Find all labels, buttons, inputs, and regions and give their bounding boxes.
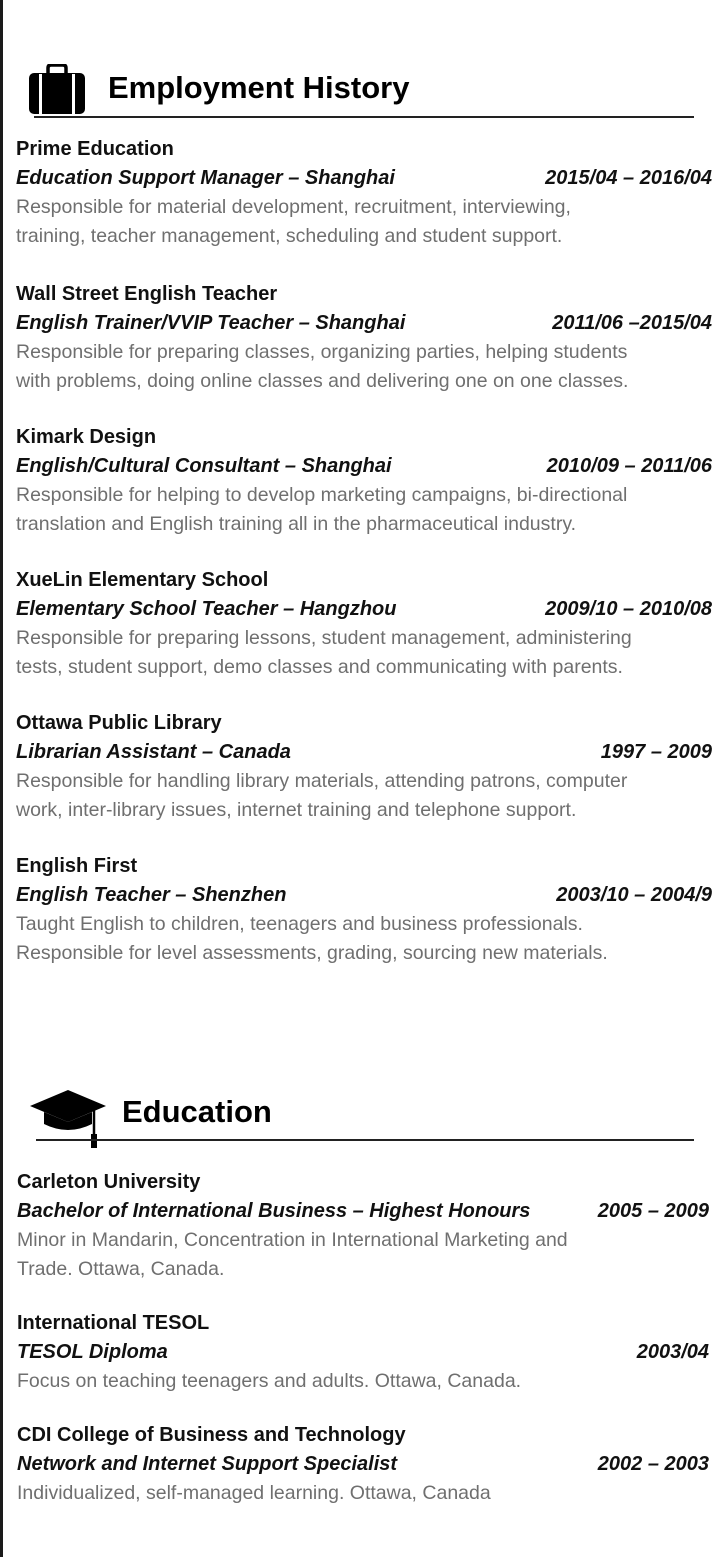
entry-description (17, 1226, 709, 1284)
description-line: Responsible for level assessments, grading, sourcing new materials. (16, 942, 608, 964)
entry-role-row (16, 738, 712, 767)
description-line: work, inter-library issues, internet training and telephone support. (16, 799, 577, 821)
description-line: Responsible for preparing lessons, student management, administering (16, 627, 632, 649)
briefcase-icon (28, 64, 86, 114)
employment-entry (16, 852, 712, 968)
description-line: Minor in Mandarin, Concentration in International Marketing and (17, 1229, 568, 1251)
entry-organization: English First (16, 855, 138, 877)
entry-role: TESOL Diploma (17, 1341, 168, 1363)
description-line: Individualized, self-managed learning. Ottawa, Canada (17, 1482, 491, 1504)
entry-role: English Trainer/VVIP Teacher – Shanghai (16, 312, 406, 334)
description-line: Responsible for handling library materials, attending patrons, computer (16, 770, 628, 792)
left-border (0, 0, 3, 1557)
description-line: Taught English to children, teenagers and business professionals. (16, 913, 583, 935)
entry-role-row (17, 1197, 709, 1226)
entry-role: English Teacher – Shenzhen (16, 884, 287, 906)
entry-description (17, 1367, 709, 1396)
description-line: Trade. Ottawa, Canada. (17, 1258, 225, 1280)
entry-dates: 2011/06 –2015/04 (552, 312, 712, 334)
description-line: Responsible for helping to develop marketing campaigns, bi-directional (16, 484, 628, 506)
description-line: training, teacher management, scheduling and student support. (16, 225, 563, 247)
entry-dates: 2003/10 – 2004/9 (556, 884, 712, 906)
employment-entry (16, 135, 712, 251)
employment-entry (16, 709, 712, 825)
entry-description (16, 767, 712, 825)
description-line: tests, student support, demo classes and communicating with parents. (16, 656, 623, 678)
entry-organization: Carleton University (17, 1171, 201, 1193)
entry-organization: Ottawa Public Library (16, 712, 222, 734)
description-line: with problems, doing online classes and delivering one on one classes. (16, 370, 629, 392)
entry-organization: CDI College of Business and Technology (17, 1424, 406, 1446)
description-line: translation and English training all in the pharmaceutical industry. (16, 513, 577, 535)
entry-dates: 2002 – 2003 (597, 1453, 709, 1475)
description-line: Responsible for preparing classes, organizing parties, helping students (16, 341, 628, 363)
entry-dates: 2009/10 – 2010/08 (545, 598, 712, 620)
entry-role-row (17, 1338, 709, 1367)
entry-dates: 2005 – 2009 (597, 1200, 709, 1222)
entry-role-row (16, 164, 712, 193)
entry-role: Bachelor of International Business – Highest Honours (17, 1200, 531, 1222)
entry-role: Network and Internet Support Specialist (17, 1453, 398, 1475)
description-line: Responsible for material development, recruitment, interviewing, (16, 196, 571, 218)
entry-organization: Wall Street English Teacher (16, 283, 278, 305)
employment-divider (34, 116, 694, 118)
entry-role: Education Support Manager – Shanghai (16, 167, 395, 189)
entry-role: Elementary School Teacher – Hangzhou (16, 598, 397, 620)
employment-entry (16, 423, 712, 539)
entry-role: Librarian Assistant – Canada (16, 741, 291, 763)
entry-role-row (16, 881, 712, 910)
education-entry (17, 1168, 709, 1284)
entry-role-row (16, 595, 712, 624)
employment-entry (16, 566, 712, 682)
entry-dates: 2015/04 – 2016/04 (545, 167, 712, 189)
education-entry (17, 1309, 709, 1396)
entry-dates: 2010/09 – 2011/06 (546, 455, 712, 477)
entry-description (16, 910, 712, 968)
education-divider (36, 1139, 694, 1141)
education-entry (17, 1421, 709, 1508)
entry-organization: Kimark Design (16, 426, 157, 448)
entry-description (16, 624, 712, 682)
employment-section-header (0, 62, 728, 122)
employment-title: Employment History (108, 70, 410, 105)
entry-description (16, 338, 712, 396)
employment-entry (16, 280, 712, 396)
entry-dates: 2003/04 (636, 1341, 709, 1363)
entry-organization: XueLin Elementary School (16, 569, 269, 591)
entry-organization: Prime Education (16, 138, 174, 160)
entry-description (16, 481, 712, 539)
education-section-header (0, 1086, 728, 1150)
entry-description (16, 193, 712, 251)
entry-role: English/Cultural Consultant – Shanghai (16, 455, 392, 477)
entry-role-row (16, 309, 712, 338)
education-title: Education (122, 1094, 272, 1129)
entry-organization: International TESOL (17, 1312, 210, 1334)
entry-role-row (16, 452, 712, 481)
entry-role-row (17, 1450, 709, 1479)
entry-description (17, 1479, 709, 1508)
entry-dates: 1997 – 2009 (600, 741, 712, 763)
description-line: Focus on teaching teenagers and adults. Ottawa, Canada. (17, 1370, 522, 1392)
